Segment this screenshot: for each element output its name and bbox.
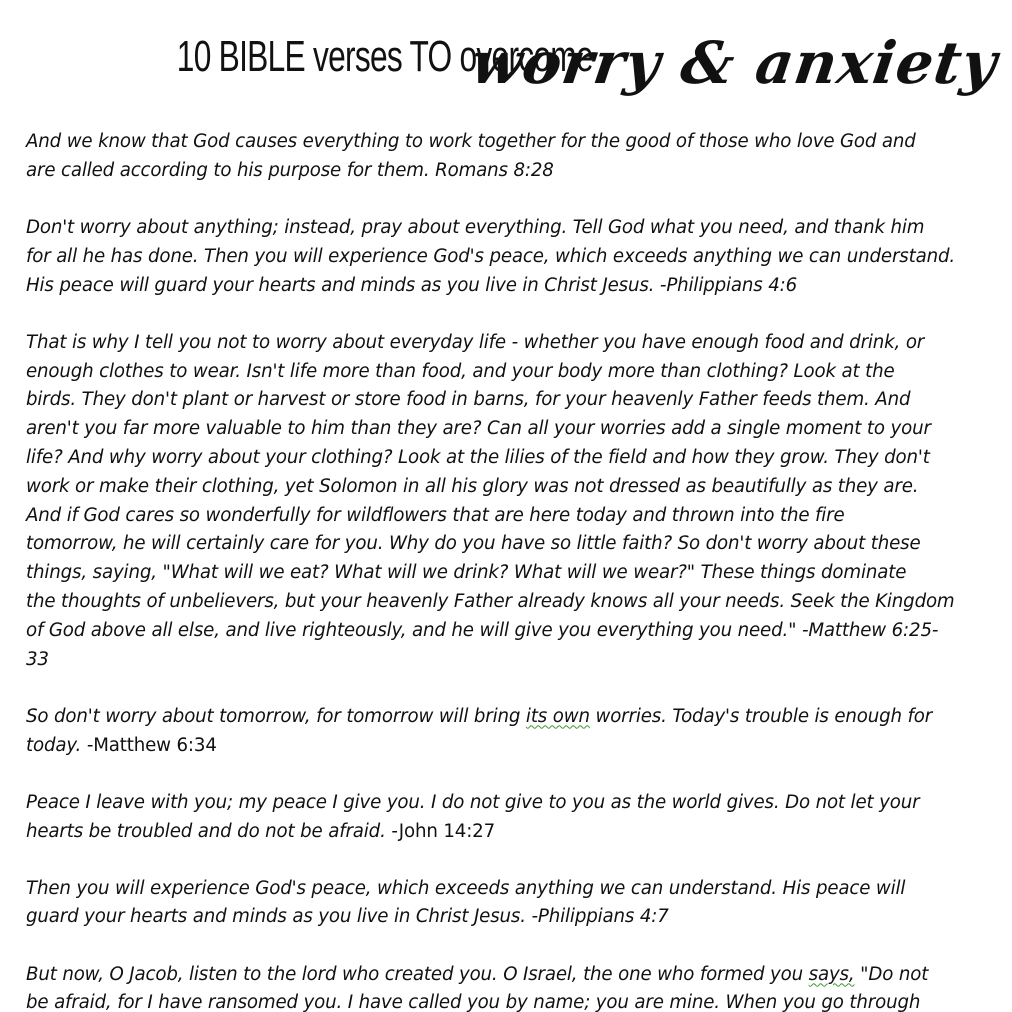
verse-reference: -Philippians 4:7 bbox=[531, 906, 669, 928]
verse-text: Then you will experience God's peace, which exceeds anything we can understand. His peace will guard your hearts and minds as you live in Christ Jesus. bbox=[26, 877, 906, 928]
verse-text: worries. Today's trouble is enough for today. bbox=[26, 705, 933, 756]
title-plain-text: 10 BIBLE verses TO overcome bbox=[176, 32, 593, 81]
verse-reference: -Matthew 6:25- 33 bbox=[26, 619, 939, 670]
verse-romans-8-28 bbox=[26, 128, 1006, 186]
verse-list bbox=[26, 128, 1006, 1012]
verse-matthew-6-25-33 bbox=[26, 329, 1006, 675]
page-title bbox=[0, 10, 1012, 110]
verse-reference: -John 14:27 bbox=[391, 820, 496, 842]
spellcheck-flagged-text[interactable]: says, bbox=[808, 963, 855, 985]
verse-text: That is why I tell you not to worry about everyday life - whether you have enough food and drink, or enough clothes to wear. Isn't life more than food, and your body more than clothing? Look at the birds. They don't plant or harvest or store food in barns, for your heavenly Father feeds them. And aren't you far more valuable to him than they are? Can all your worries add a single moment to your life? And why worry about your clothing? Look at the lilies of the field and how they grow. They don't work or make their clothing, yet Solomon in all his glory was not dressed as beautifully as they are. And if God cares so wonderfully for wildflowers that are here today and thrown into the fire tomorrow, he will certainly care for you. Why do you have so little faith? So don't worry about these things, saying, "What will we eat? What will we drink? What will we wear?" These things dominate the thoughts of unbelievers, but your heavenly Father already knows all your needs. Seek the Kingdom of God above all else, and live righteously, and he will give you everything you need." bbox=[26, 331, 955, 641]
verse-text: So don't worry about tomorrow, for tomorrow will bring bbox=[26, 705, 526, 727]
verse-text: And we know that God causes everything to work together for the good of those who love God and are called according to his purpose for them. bbox=[26, 131, 916, 181]
verse-reference: -Philippians 4:6 bbox=[659, 274, 798, 296]
title-script-text: worry & anxiety bbox=[467, 29, 1003, 97]
verse-reference: -Matthew 6:34 bbox=[86, 734, 217, 756]
verse-philippians-4-7 bbox=[26, 875, 1006, 933]
verse-matthew-6-34 bbox=[26, 703, 1006, 761]
verse-john-14-27 bbox=[26, 789, 1006, 847]
verse-text: Peace I leave with you; my peace I give you. I do not give to you as the world gives. Do not let your hearts be troubled and do not be afraid. bbox=[26, 791, 920, 842]
verse-text: Don't worry about anything; instead, pray about everything. Tell God what you need, and thank him for all he has done. Then you will experience God's peace, which exceeds anything we can understand. His peace will guard your hearts and minds as you live in Christ Jesus. bbox=[26, 216, 955, 296]
spellcheck-flagged-text[interactable]: its own bbox=[525, 705, 590, 727]
verse-philippians-4-6 bbox=[26, 214, 1006, 300]
verse-isaiah-43 bbox=[26, 961, 1006, 1012]
verse-text: But now, O Jacob, listen to the lord who created you. O Israel, the one who formed you bbox=[26, 963, 809, 985]
verse-reference: Romans 8:28 bbox=[435, 159, 554, 181]
verse-text: "Do not be afraid, for I have ransomed you. I have called you by name; you are mine. When you go through bbox=[26, 963, 929, 1012]
